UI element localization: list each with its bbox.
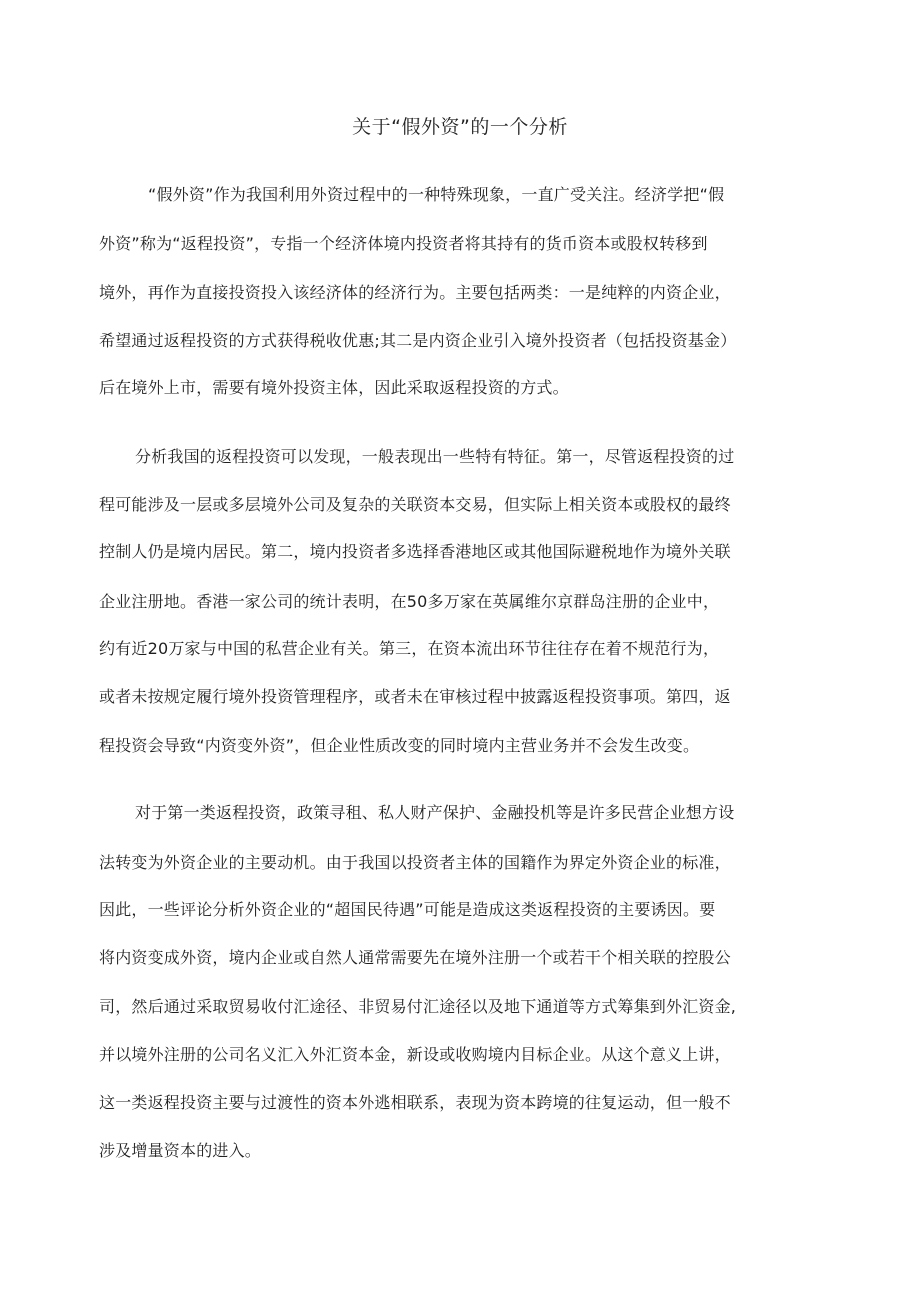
paragraph-2-line-2: 程可能涉及一层或多层境外公司及复杂的关联资本交易，但实际上相关资本或股权的最终 <box>99 495 731 514</box>
document-title: 关于“假外资”的一个分析 <box>352 116 568 138</box>
paragraph-2-line-1: 分析我国的返程投资可以发现，一般表现出一些特有特征。第一，尽管返程投资的过 <box>135 447 735 466</box>
paragraph-3-line-3: 因此，一些评论分析外资企业的“超国民待遇”可能是造成这类返程投资的主要诱因。要 <box>99 900 716 919</box>
paragraph-3-line-1: 对于第一类返程投资，政策寻租、私人财产保护、金融投机等是许多民营企业想方设 <box>135 803 735 822</box>
paragraph-1-line-2: 外资”称为“返程投资”，专指一个经济体境内投资者将其持有的货币资本或股权转移到 <box>99 234 708 253</box>
paragraph-3-line-5: 司，然后通过采取贸易收付汇途径、非贸易付汇途径以及地下通道等方式筹集到外汇资金, <box>99 997 737 1016</box>
paragraph-2-line-3: 控制人仍是境内居民。第二，境内投资者多选择香港地区或其他国际避税地作为境外关联 <box>99 542 731 561</box>
paragraph-1-line-3: 境外，再作为直接投资投入该经济体的经济行为。主要包括两类：一是纯粹的内资企业， <box>99 283 731 302</box>
paragraph-2-line-5: 约有近20万家与中国的私营企业有关。第三，在资本流出环节往往存在着不规范行为， <box>99 639 720 658</box>
paragraph-2-line-6: 或者未按规定履行境外投资管理程序，或者未在审核过程中披露返程投资事项。第四，返 <box>99 687 731 706</box>
paragraph-3-line-7: 这一类返程投资主要与过渡性的资本外逃相联系，表现为资本跨境的往复运动，但一般不 <box>99 1093 731 1112</box>
paragraph-3-line-6: 并以境外注册的公司名义汇入外汇资本金，新设或收购境内目标企业。从这个意义上讲， <box>99 1045 731 1064</box>
paragraph-1-line-5: 后在境外上市，需要有境外投资主体，因此采取返程投资的方式。 <box>99 378 569 397</box>
paragraph-3-line-8: 涉及增量资本的进入。 <box>99 1141 262 1160</box>
paragraph-1-line-4: 希望通过返程投资的方式获得税收优惠;其二是内资企业引入境外投资者（包括投资基金） <box>99 331 737 350</box>
paragraph-3-line-2: 法转变为外资企业的主要动机。由于我国以投资者主体的国籍作为界定外资企业的标准， <box>99 853 731 872</box>
paragraph-3-line-4: 将内资变成外资，境内企业或自然人通常需要先在境外注册一个或若干个相关联的控股公 <box>99 948 731 967</box>
paragraph-1-line-1: “假外资”作为我国利用外资过程中的一种特殊现象，一直广受关注。经济学把“假 <box>148 185 725 204</box>
paragraph-2-line-7: 程投资会导致“内资变外资”，但企业性质改变的同时境内主营业务并不会发生改变。 <box>99 736 700 755</box>
paragraph-2-line-4: 企业注册地。香港一家公司的统计表明，在50多万家在英属维尔京群岛注册的企业中， <box>99 592 720 611</box>
